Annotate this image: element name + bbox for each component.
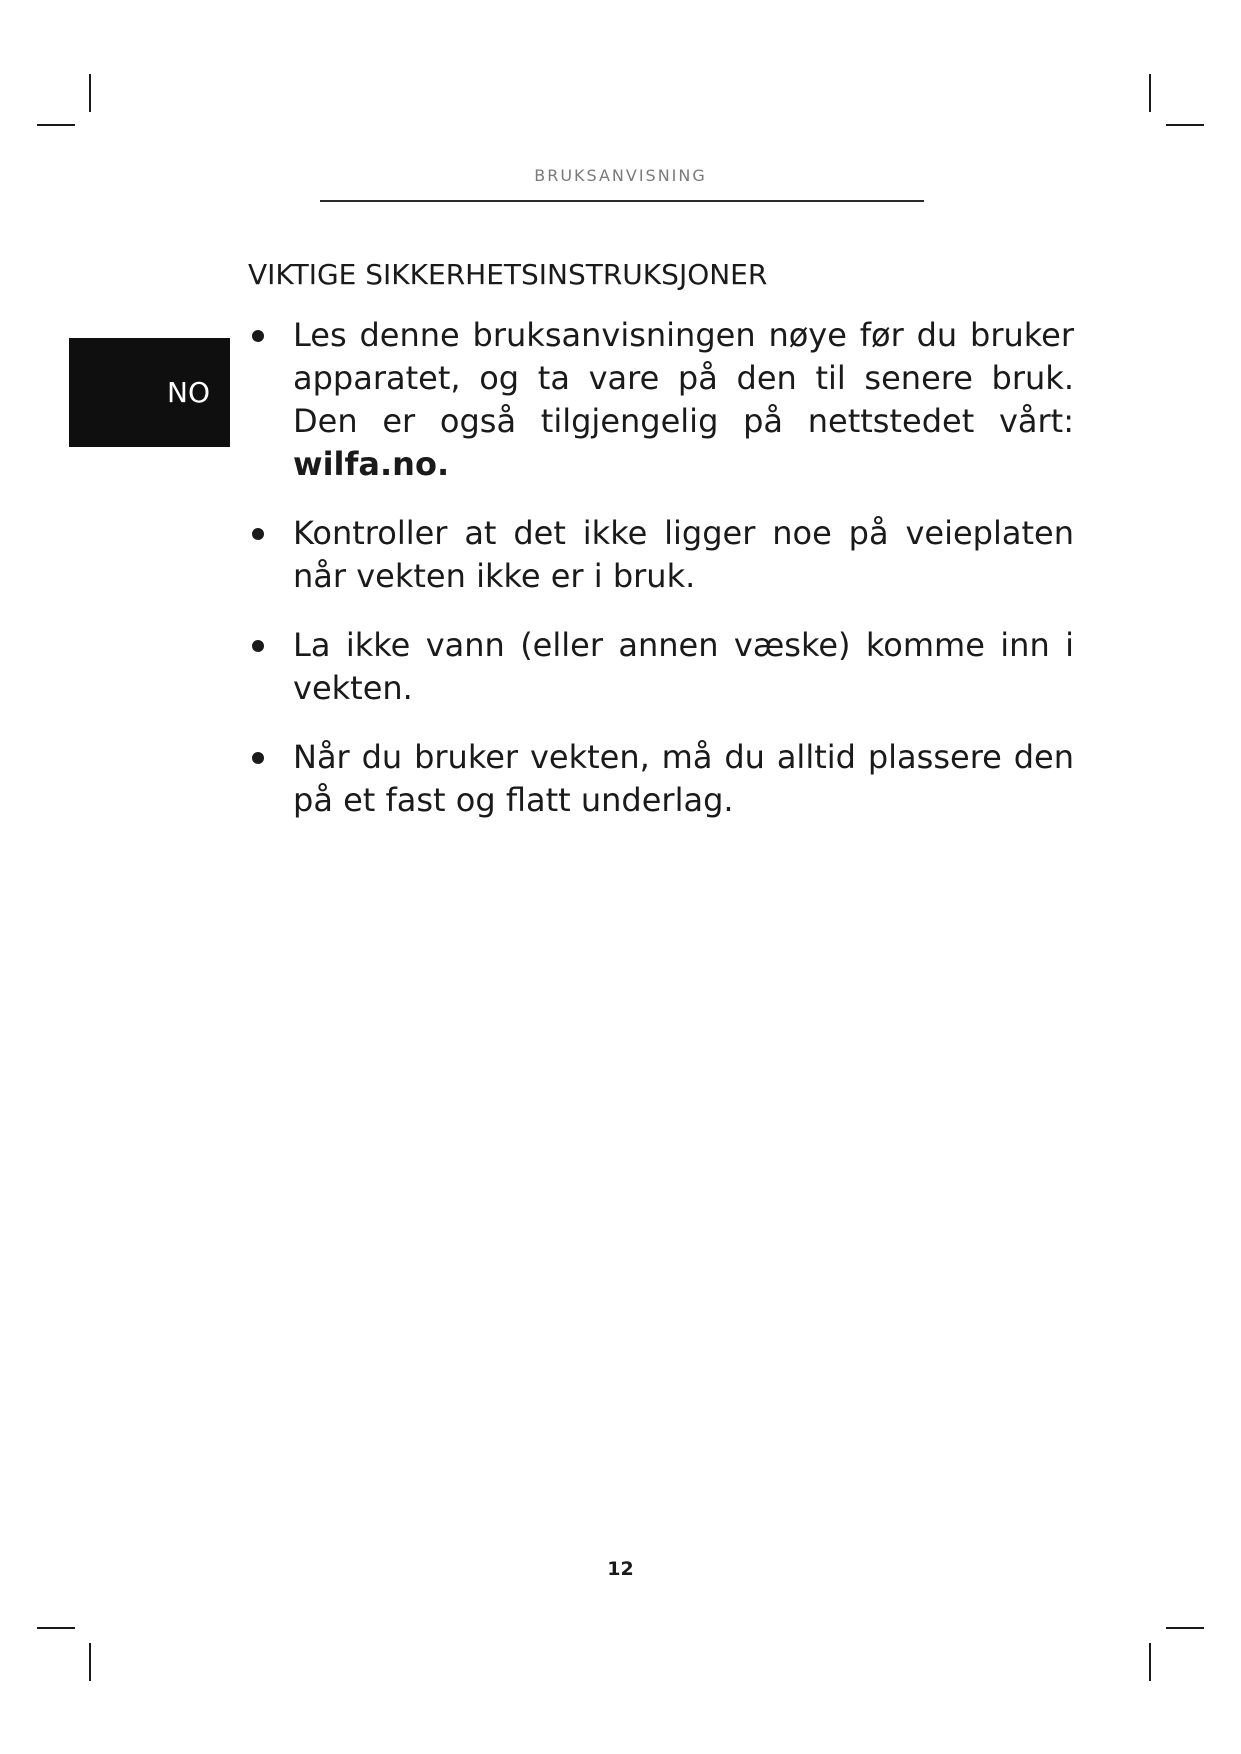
website-link[interactable]: wilfa.no. xyxy=(293,445,450,483)
crop-mark-top-right-vertical xyxy=(1149,74,1151,112)
list-item xyxy=(248,314,1074,486)
running-header: BRUKSANVISNING xyxy=(534,166,707,185)
section-title: VIKTIGE SIKKERHETSINSTRUKSJONER xyxy=(248,258,768,291)
list-item-text: Kontroller at det ikke ligger noe på veieplaten når vekten ikke er i bruk. xyxy=(293,514,1074,595)
crop-mark-bottom-left-vertical xyxy=(89,1643,91,1681)
crop-mark-top-right-horizontal xyxy=(1166,124,1204,126)
language-tab xyxy=(69,338,230,447)
list-item xyxy=(248,512,1074,598)
crop-mark-bottom-right-vertical xyxy=(1149,1643,1151,1681)
list-item-text: Når du bruker vekten, må du alltid plassere den på et fast og flatt underlag. xyxy=(293,738,1074,819)
language-tab-label: NO xyxy=(167,376,210,409)
header-rule xyxy=(320,200,924,202)
crop-mark-bottom-right-horizontal xyxy=(1166,1627,1204,1629)
crop-mark-top-left-horizontal xyxy=(37,124,75,126)
crop-mark-bottom-left-horizontal xyxy=(37,1627,75,1629)
safety-instruction-list xyxy=(248,314,1074,848)
page-number: 12 xyxy=(607,1558,634,1580)
list-item-text: La ikke vann (eller annen væske) komme inn i vekten. xyxy=(293,626,1074,707)
crop-mark-top-left-vertical xyxy=(89,74,91,112)
list-item xyxy=(248,624,1074,710)
list-item-text: Les denne bruksanvisningen nøye før du bruker apparatet, og ta vare på den til senere bruk. Den er også tilgjengelig på nettstedet vårt: xyxy=(293,316,1074,440)
list-item xyxy=(248,736,1074,822)
